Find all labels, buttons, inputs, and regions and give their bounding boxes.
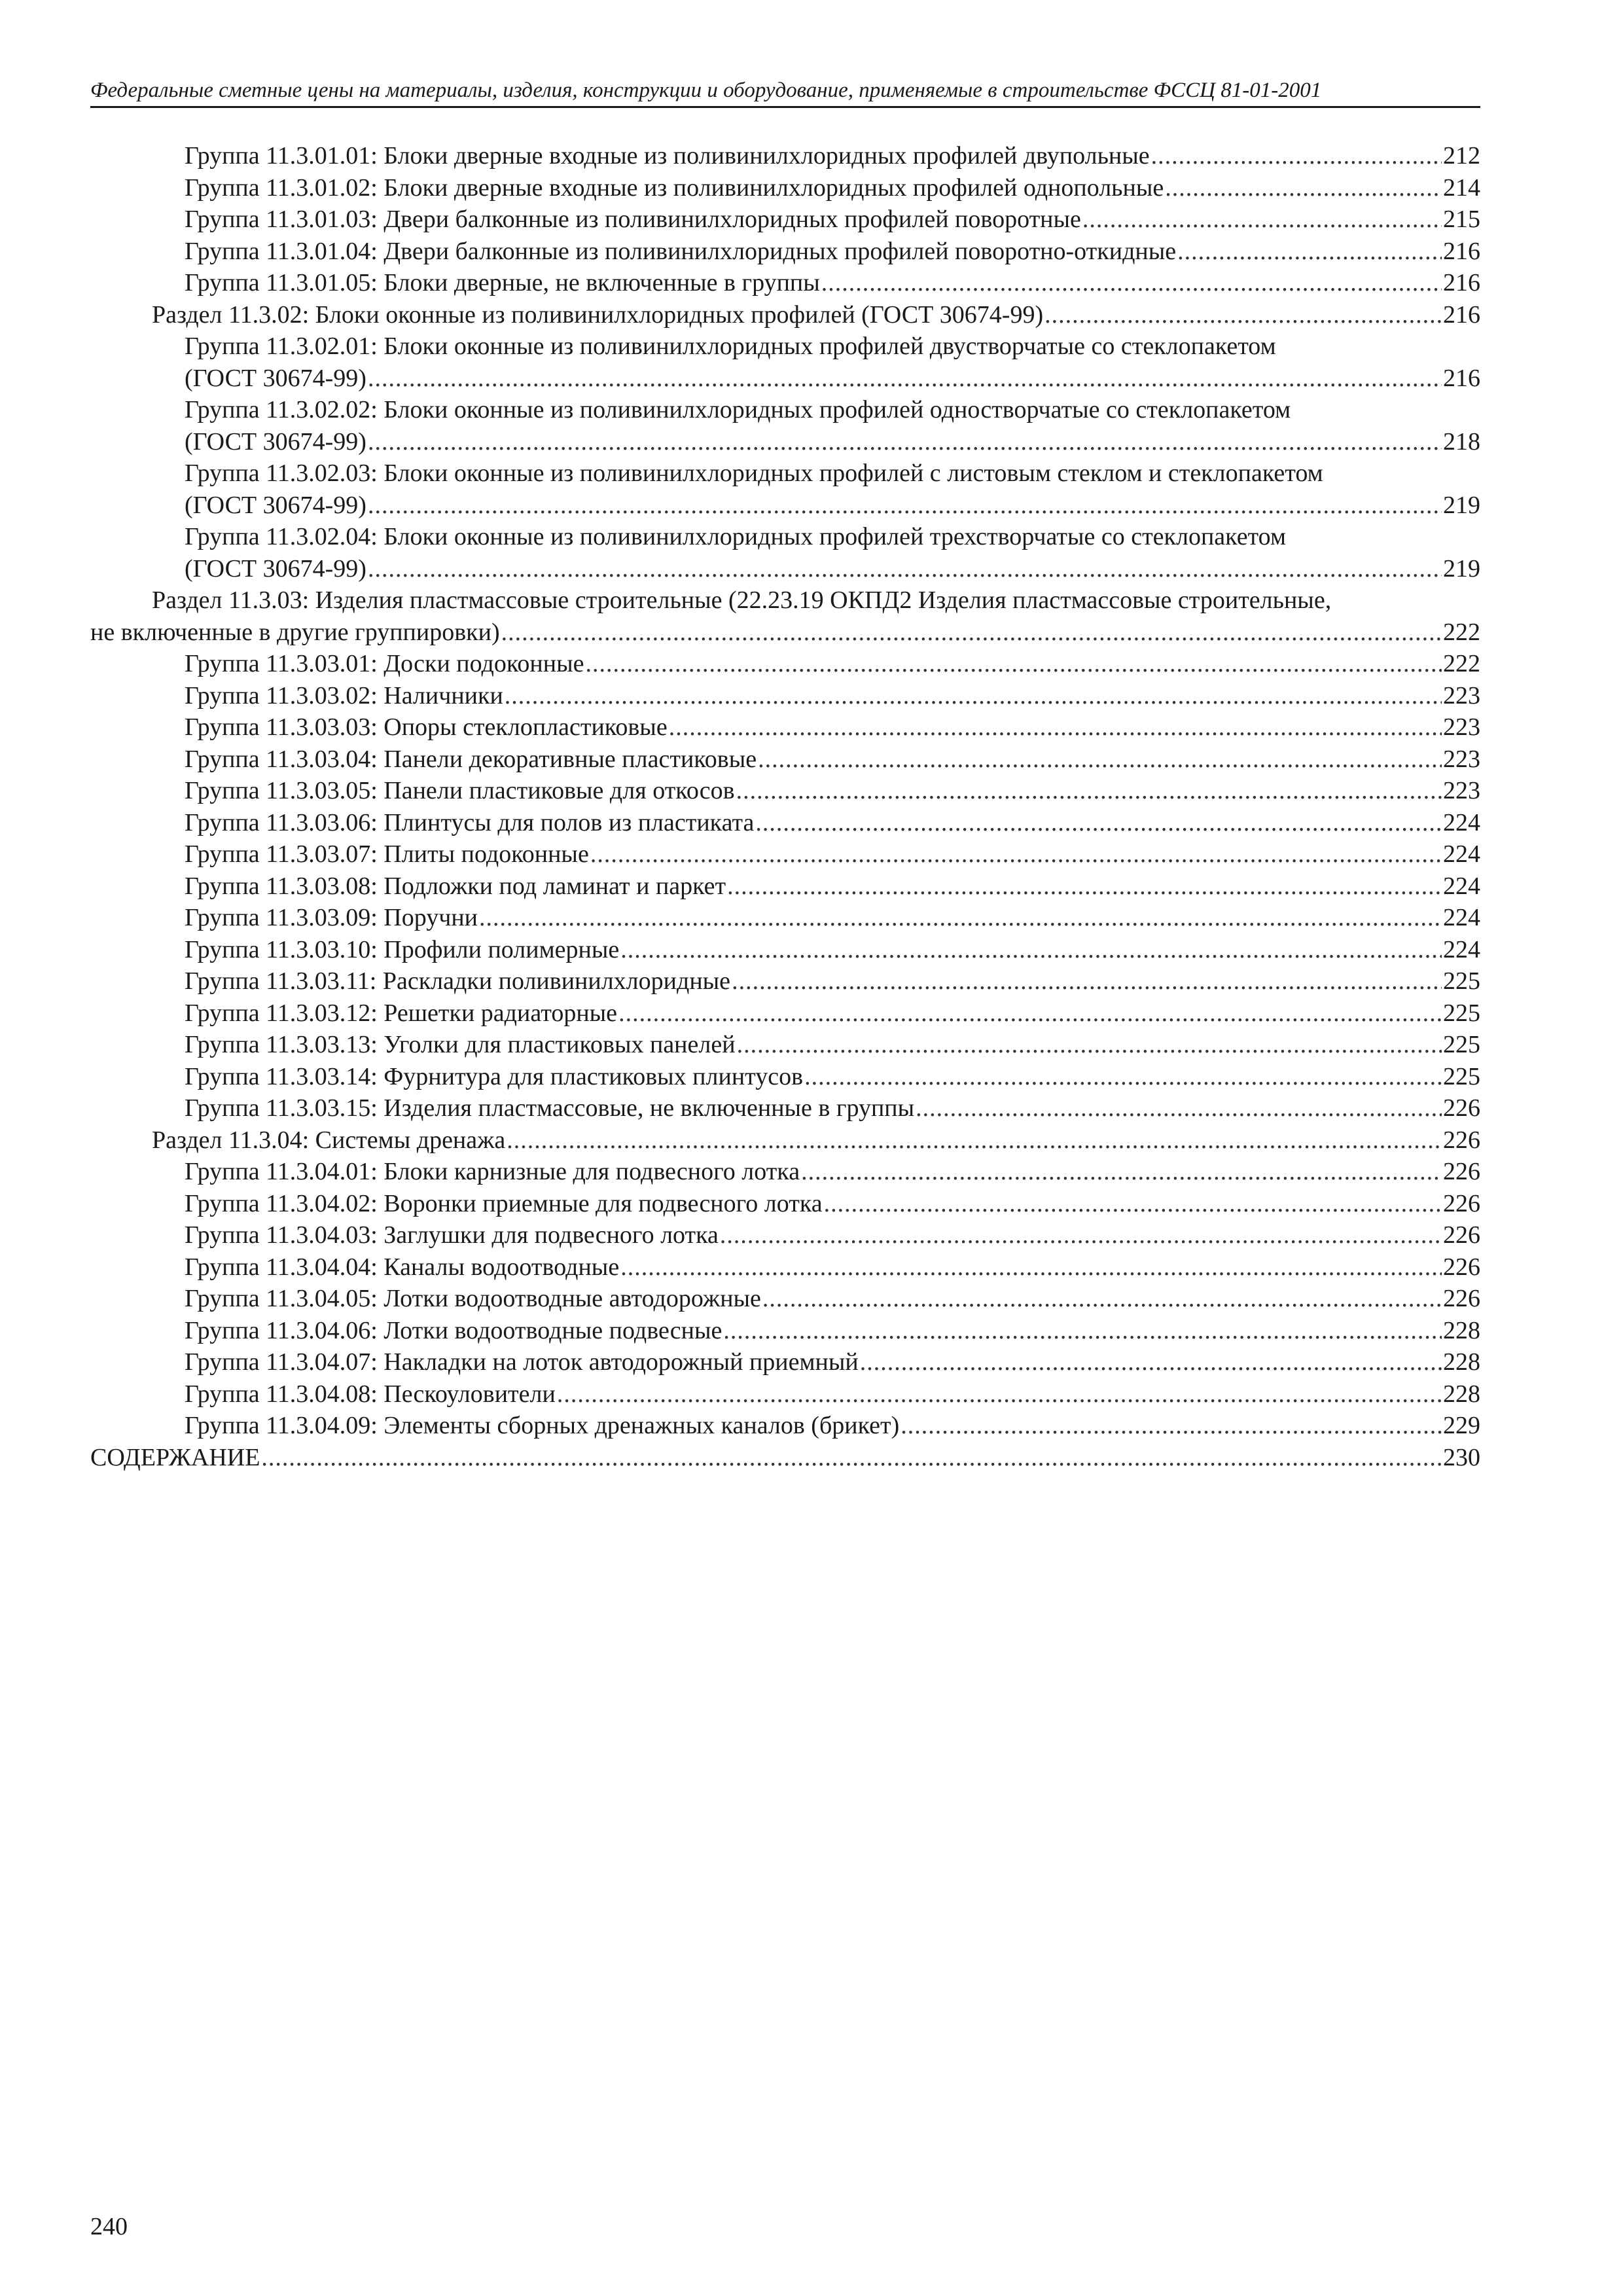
toc-entry-title: Группа 11.3.03.10: Профили полимерные — [185, 935, 620, 963]
toc-entry[interactable] — [0, 1346, 1623, 1378]
toc-entry-page: 223 — [1443, 777, 1480, 804]
toc-entry[interactable] — [0, 711, 1623, 744]
running-header: Федеральные сметные цены на материалы, изделия, конструкции и оборудование, применяемые в строительстве ФССЦ 81-01-2001 — [90, 79, 1322, 102]
toc-leader-dots — [758, 744, 1442, 776]
toc-leader-dots — [368, 490, 1442, 522]
toc-entry-page: 226 — [1443, 1158, 1480, 1185]
toc-entry[interactable] — [0, 934, 1623, 966]
toc-leader-dots — [618, 997, 1442, 1030]
toc-leader-dots — [507, 1124, 1442, 1157]
toc-leader-dots — [557, 1378, 1442, 1410]
toc-entry-title: Группа 11.3.01.01: Блоки дверные входные из поливинилхлоридных профилей двупольные — [185, 142, 1150, 170]
toc-entry[interactable] — [0, 1410, 1623, 1442]
toc-entry[interactable] — [0, 1315, 1623, 1347]
toc-section-entry[interactable] — [0, 584, 1623, 648]
toc-entry[interactable] — [0, 775, 1623, 807]
toc-entry-page: 228 — [1443, 1348, 1480, 1376]
toc-leader-dots — [501, 617, 1442, 649]
toc-entry-page: 228 — [1443, 1316, 1480, 1344]
toc-leader-dots — [804, 1061, 1442, 1093]
toc-entry-page: 230 — [1443, 1443, 1480, 1471]
toc-leader-dots — [669, 711, 1442, 744]
toc-entry-page: 229 — [1443, 1412, 1480, 1439]
toc-entry-title-line: Группа 11.3.02.04: Блоки оконные из поливинилхлоридных профилей трехстворчатые со стеклопакетом — [185, 523, 1286, 550]
toc-entry[interactable] — [0, 1251, 1623, 1283]
toc-entry[interactable] — [0, 140, 1623, 172]
toc-entry-title: Группа 11.3.04.06: Лотки водоотводные подвесные — [185, 1316, 722, 1344]
toc-entry-title: Раздел 11.3.04: Системы дренажа — [152, 1126, 506, 1154]
toc-entry[interactable] — [0, 1283, 1623, 1315]
toc-leader-dots — [1151, 140, 1442, 172]
toc-leader-dots — [801, 1156, 1442, 1188]
toc-entry-title: Группа 11.3.04.09: Элементы сборных дренажных каналов (брикет) — [185, 1412, 900, 1439]
toc-entry-title: (ГОСТ 30674-99) — [185, 364, 366, 392]
toc-entry[interactable] — [0, 267, 1623, 299]
toc-entry-title-line: Группа 11.3.02.03: Блоки оконные из поливинилхлоридных профилей с листовым стеклом и стеклопакетом — [185, 459, 1323, 487]
toc-entry-page: 223 — [1443, 713, 1480, 741]
toc-entry-page: 226 — [1443, 1094, 1480, 1122]
toc-leader-dots — [585, 648, 1442, 680]
toc-entry-page: 226 — [1443, 1126, 1480, 1154]
toc-entry-page: 222 — [1443, 618, 1480, 646]
toc-entry[interactable] — [0, 965, 1623, 997]
toc-leader-dots — [368, 553, 1442, 585]
toc-entry-title-line: Раздел 11.3.03: Изделия пластмассовые строительные (22.23.19 ОКПД2 Изделия пластмассовые строительные, — [152, 586, 1332, 614]
toc-leader-dots — [755, 807, 1442, 839]
toc-leader-dots — [1165, 172, 1442, 204]
toc-entry-page: 222 — [1443, 650, 1480, 677]
toc-section-entry[interactable] — [0, 1124, 1623, 1157]
toc-entry[interactable] — [0, 997, 1623, 1030]
toc-entry-title: Группа 11.3.04.02: Воронки приемные для подвесного лотка — [185, 1189, 823, 1217]
toc-entry-title: Группа 11.3.04.07: Накладки на лоток автодорожный приемный — [185, 1348, 859, 1376]
toc-leader-dots — [505, 680, 1442, 712]
toc-entry-page: 224 — [1443, 904, 1480, 931]
toc-entry[interactable] — [0, 1061, 1623, 1093]
toc-entry-page: 224 — [1443, 808, 1480, 836]
toc-leader-dots — [732, 965, 1442, 997]
toc-entry[interactable] — [0, 1219, 1623, 1251]
toc-entry-title: (ГОСТ 30674-99) — [185, 427, 366, 456]
toc-leader-dots — [720, 1219, 1442, 1251]
toc-entry-title-line: Группа 11.3.02.01: Блоки оконные из поливинилхлоридных профилей двустворчатые со стеклопакетом — [185, 332, 1276, 360]
toc-entry[interactable] — [0, 744, 1623, 776]
toc-leader-dots — [901, 1410, 1442, 1442]
toc-entry-page: 216 — [1443, 269, 1480, 296]
toc-entry-title: Группа 11.3.01.03: Двери балконные из поливинилхлоридных профилей поворотные — [185, 206, 1081, 233]
toc-entry-page: 225 — [1443, 999, 1480, 1027]
toc-leader-dots — [736, 775, 1442, 807]
toc-entry-title: Группа 11.3.04.05: Лотки водоотводные автодорожные — [185, 1285, 761, 1312]
toc-entry-title: Группа 11.3.04.04: Каналы водоотводные — [185, 1253, 620, 1281]
toc-entry-title: Группа 11.3.03.04: Панели декоративные пластиковые — [185, 745, 757, 773]
toc-entry-page: 218 — [1443, 427, 1480, 456]
toc-entry-title: Группа 11.3.03.05: Панели пластиковые для откосов — [185, 777, 735, 804]
toc-entry-title: Группа 11.3.03.15: Изделия пластмассовые, не включенные в группы — [185, 1094, 915, 1122]
toc-entry-page: 216 — [1443, 237, 1480, 265]
toc-entry[interactable] — [0, 807, 1623, 839]
toc-leader-dots — [762, 1283, 1442, 1315]
toc-entry-title: Группа 11.3.04.08: Пескоуловители — [185, 1380, 556, 1408]
toc-leader-dots — [1082, 204, 1442, 236]
toc-contents-entry[interactable] — [0, 1442, 1623, 1474]
toc-leader-dots — [368, 363, 1442, 395]
toc-entry[interactable] — [0, 1188, 1623, 1220]
toc-entry-title: Группа 11.3.03.07: Плиты подоконные — [185, 840, 589, 868]
toc-entry-title: (ГОСТ 30674-99) — [185, 491, 366, 519]
toc-entry[interactable] — [0, 172, 1623, 204]
toc-entry-page: 216 — [1443, 300, 1480, 329]
toc-entry-page: 228 — [1443, 1380, 1480, 1408]
toc-entry[interactable] — [0, 394, 1623, 457]
toc-entry-page: 226 — [1443, 1189, 1480, 1217]
toc-entry-title: (ГОСТ 30674-99) — [185, 554, 366, 583]
table-of-contents — [0, 140, 1623, 1473]
toc-entry-page: 224 — [1443, 840, 1480, 868]
toc-entry[interactable] — [0, 457, 1623, 521]
toc-entry-title: Группа 11.3.04.03: Заглушки для подвесного лотка — [185, 1221, 719, 1249]
toc-entry-title: Группа 11.3.03.14: Фурнитура для пластиковых плинтусов — [185, 1062, 804, 1090]
toc-entry[interactable] — [0, 1156, 1623, 1188]
toc-entry[interactable] — [0, 1029, 1623, 1061]
toc-entry-title: Группа 11.3.03.01: Доски подоконные — [185, 650, 584, 677]
toc-leader-dots — [737, 1029, 1442, 1061]
toc-entry-title: не включенные в другие группировки) — [90, 618, 500, 646]
toc-entry-title: СОДЕРЖАНИЕ — [90, 1443, 260, 1471]
toc-entry-title: Раздел 11.3.02: Блоки оконные из поливинилхлоридных профилей (ГОСТ 30674-99) — [152, 300, 1044, 329]
toc-entry-page: 224 — [1443, 872, 1480, 900]
toc-entry-page: 216 — [1443, 364, 1480, 392]
toc-leader-dots — [821, 267, 1442, 299]
toc-leader-dots — [261, 1442, 1442, 1474]
toc-entry-page: 212 — [1443, 142, 1480, 170]
toc-leader-dots — [727, 870, 1442, 903]
toc-entry[interactable] — [0, 648, 1623, 680]
toc-leader-dots — [620, 1251, 1442, 1283]
toc-entry[interactable] — [0, 236, 1623, 268]
toc-entry-title: Группа 11.3.03.09: Поручни — [185, 904, 478, 931]
toc-entry[interactable] — [0, 870, 1623, 903]
toc-entry-title: Группа 11.3.01.05: Блоки дверные, не включенные в группы — [185, 269, 820, 296]
toc-entry-title: Группа 11.3.03.13: Уголки для пластиковых панелей — [185, 1031, 736, 1058]
toc-entry-page: 225 — [1443, 967, 1480, 995]
toc-entry[interactable] — [0, 521, 1623, 584]
toc-leader-dots — [620, 934, 1442, 966]
toc-entry-title-line: Группа 11.3.02.02: Блоки оконные из поливинилхлоридных профилей одностворчатые со стеклопакетом — [185, 396, 1291, 423]
toc-entry[interactable] — [0, 1378, 1623, 1410]
toc-section-entry[interactable] — [0, 299, 1623, 331]
toc-entry-page: 226 — [1443, 1221, 1480, 1249]
toc-entry-page: 223 — [1443, 745, 1480, 773]
page-number: 240 — [90, 2213, 128, 2240]
toc-leader-dots — [860, 1346, 1442, 1378]
toc-entry[interactable] — [0, 838, 1623, 870]
toc-entry-page: 225 — [1443, 1031, 1480, 1058]
toc-entry-page: 226 — [1443, 1253, 1480, 1281]
toc-entry-page: 215 — [1443, 206, 1480, 233]
toc-entry-page: 214 — [1443, 173, 1480, 202]
toc-entry-title: Группа 11.3.03.12: Решетки радиаторные — [185, 999, 618, 1027]
toc-entry-page: 224 — [1443, 935, 1480, 963]
toc-leader-dots — [479, 902, 1442, 934]
toc-entry-page: 226 — [1443, 1285, 1480, 1312]
toc-entry-title: Группа 11.3.03.06: Плинтусы для полов из пластиката — [185, 808, 755, 836]
toc-leader-dots — [723, 1315, 1442, 1347]
toc-entry[interactable] — [0, 331, 1623, 394]
toc-leader-dots — [1177, 236, 1442, 268]
toc-entry[interactable] — [0, 680, 1623, 712]
toc-entry-page: 223 — [1443, 681, 1480, 709]
toc-entry[interactable] — [0, 1092, 1623, 1124]
header-rule — [90, 106, 1480, 108]
toc-entry-title: Группа 11.3.03.08: Подложки под ламинат и паркет — [185, 872, 726, 900]
toc-entry-title: Группа 11.3.03.02: Наличники — [185, 681, 503, 709]
toc-entry[interactable] — [0, 204, 1623, 236]
toc-entry-title: Группа 11.3.03.11: Раскладки поливинилхлоридные — [185, 967, 731, 995]
toc-leader-dots — [916, 1092, 1442, 1124]
toc-entry-title: Группа 11.3.01.04: Двери балконные из поливинилхлоридных профилей поворотно-откидные — [185, 237, 1177, 265]
toc-entry[interactable] — [0, 902, 1623, 934]
toc-entry-title: Группа 11.3.03.03: Опоры стеклопластиковые — [185, 713, 668, 741]
toc-entry-title: Группа 11.3.04.01: Блоки карнизные для подвесного лотка — [185, 1158, 800, 1185]
toc-entry-page: 219 — [1443, 491, 1480, 519]
toc-leader-dots — [824, 1188, 1442, 1220]
toc-entry-title: Группа 11.3.01.02: Блоки дверные входные из поливинилхлоридных профилей однопольные — [185, 173, 1164, 202]
toc-entry-page: 225 — [1443, 1062, 1480, 1090]
toc-entry-page: 219 — [1443, 554, 1480, 583]
toc-leader-dots — [590, 838, 1442, 870]
toc-leader-dots — [368, 426, 1442, 458]
toc-leader-dots — [1044, 299, 1442, 331]
